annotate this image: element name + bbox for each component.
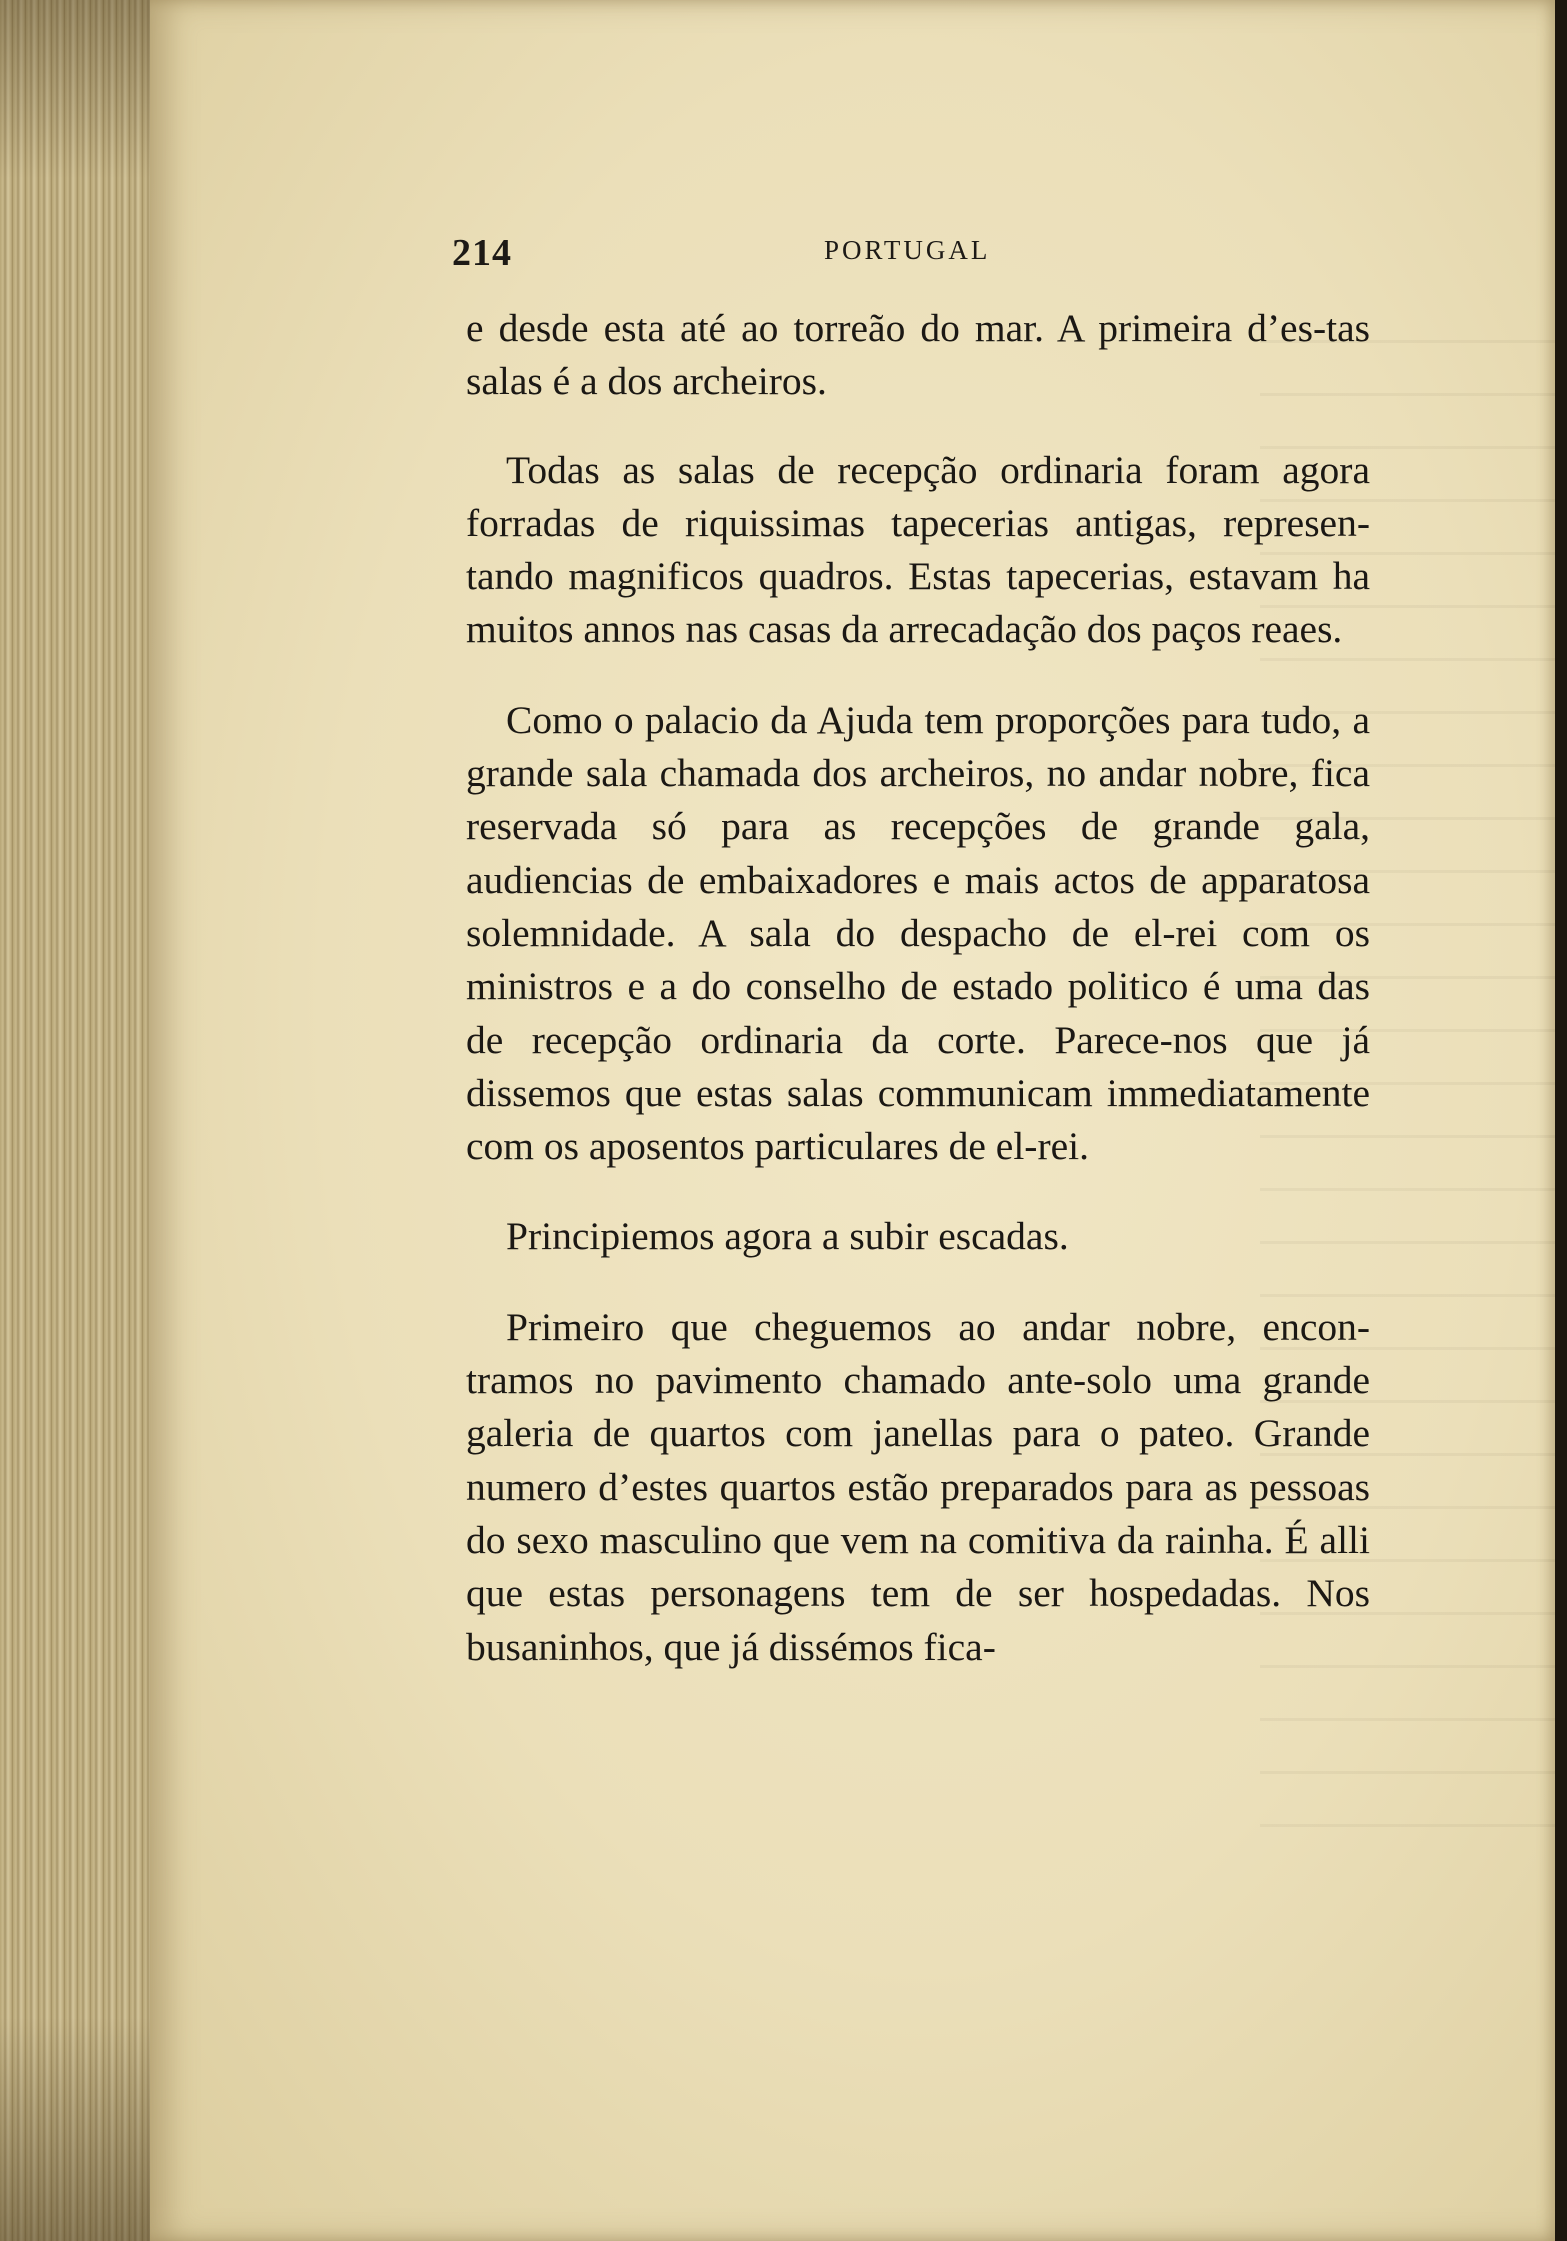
running-head xyxy=(452,225,992,275)
page-edges xyxy=(0,0,152,2241)
paragraph: Primeiro que cheguemos ao andar nobre, encon-tramos no pavimento chamado ante-solo uma grande galeria de quartos com janellas para o pateo. Grande numero d’estes quartos estão preparados para as pessoas do sexo masculino que vem na comitiva da rainha. É alli que estas personagens tem de ser hospedadas. Nos busaninhos, que já dissémos fica- xyxy=(466,1304,1370,1669)
paragraph: Como o palacio da Ajuda tem proporções para tudo, a grande sala chamada dos archeiros, no andar nobre, fica reservada só para as recepções de grande gala, audiencias de embaixadores e mais actos de apparatosa solemnidade. A sala do despacho de el-rei com os ministros e a do conselho de estado politico é uma das de recepção ordinaria da corte. Parece-nos que já dissemos que estas salas communicam immediatamente com os aposentos particulares de el-rei. xyxy=(466,697,1370,1169)
paragraph: Todas as salas de recepção ordinaria foram agora forradas de riquissimas tapecerias antigas, represen-tando magnificos quadros. Estas tapecerias, estavam ha muitos annos nas casas da arrecadação dos paços reaes. xyxy=(466,447,1370,652)
page-number: 214 xyxy=(452,232,512,274)
body-text xyxy=(466,302,1370,1674)
paragraph: Principiemos agora a subir escadas. xyxy=(506,1214,1069,1259)
scan-background-edge xyxy=(1555,0,1567,2241)
paragraph: e desde esta até ao torreão do mar. A primeira d’es-tas salas é a dos archeiros. xyxy=(466,306,1370,404)
running-title: PORTUGAL xyxy=(824,235,991,265)
